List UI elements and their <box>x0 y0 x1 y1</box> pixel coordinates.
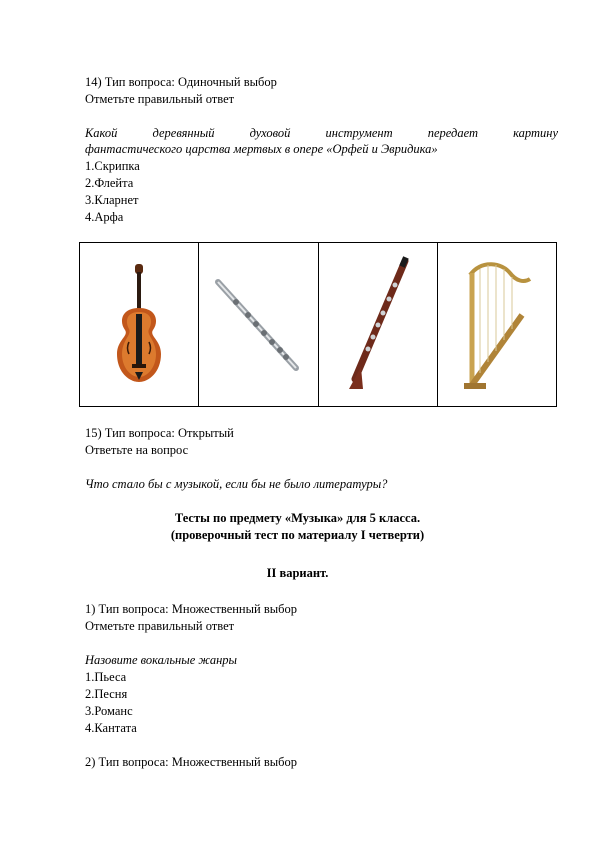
clarinet-icon <box>333 255 423 395</box>
q14-word: передает <box>427 126 478 140</box>
clarinet-cell <box>318 243 437 407</box>
q1-instruction: Отметьте правильный ответ <box>85 619 235 633</box>
q15-heading: 15) Тип вопроса: Открытый <box>85 426 234 440</box>
instrument-image-table <box>79 242 557 407</box>
harp-icon <box>452 255 542 395</box>
q14-option-4: 4.Арфа <box>85 210 124 224</box>
violin-cell <box>80 243 199 407</box>
q14-instruction: Отметьте правильный ответ <box>85 92 235 106</box>
q14-option-2: 2.Флейта <box>85 176 134 190</box>
q14-word: картину <box>513 126 558 140</box>
q1-heading: 1) Тип вопроса: Множественный выбор <box>85 602 297 616</box>
q14-question-line1 <box>85 126 558 141</box>
flute-icon <box>208 270 308 380</box>
q14-word: Какой <box>85 126 118 140</box>
q1-option-2: 2.Песня <box>85 687 128 701</box>
q14-option-1: 1.Скрипка <box>85 159 140 173</box>
q14-option-3: 3.Кларнет <box>85 193 139 207</box>
q1-option-1: 1.Пьеса <box>85 670 127 684</box>
violin-icon <box>99 260 179 390</box>
test-title: Тесты по предмету «Музыка» для 5 класса. <box>174 511 421 525</box>
q14-word: инструмент <box>325 126 393 140</box>
flute-cell <box>199 243 318 407</box>
harp-cell <box>437 243 556 407</box>
q1-question: Назовите вокальные жанры <box>85 653 238 667</box>
variant-title: II вариант. <box>266 566 329 580</box>
q15-question: Что стало бы с музыкой, если бы не было литературы? <box>85 477 388 491</box>
q14-heading: 14) Тип вопроса: Одиночный выбор <box>85 75 277 89</box>
q1-option-3: 3.Романс <box>85 704 133 718</box>
q14-word: деревянный <box>152 126 215 140</box>
q14-word: духовой <box>249 126 291 140</box>
test-subtitle: (проверочный тест по материалу I четверти) <box>170 528 425 542</box>
q2-heading: 2) Тип вопроса: Множественный выбор <box>85 755 297 769</box>
q15-instruction: Ответьте на вопрос <box>85 443 189 457</box>
q14-question-line2: фантастического царства мертвых в опере «Орфей и Эвридика» <box>85 142 438 156</box>
q1-option-4: 4.Кантата <box>85 721 137 735</box>
